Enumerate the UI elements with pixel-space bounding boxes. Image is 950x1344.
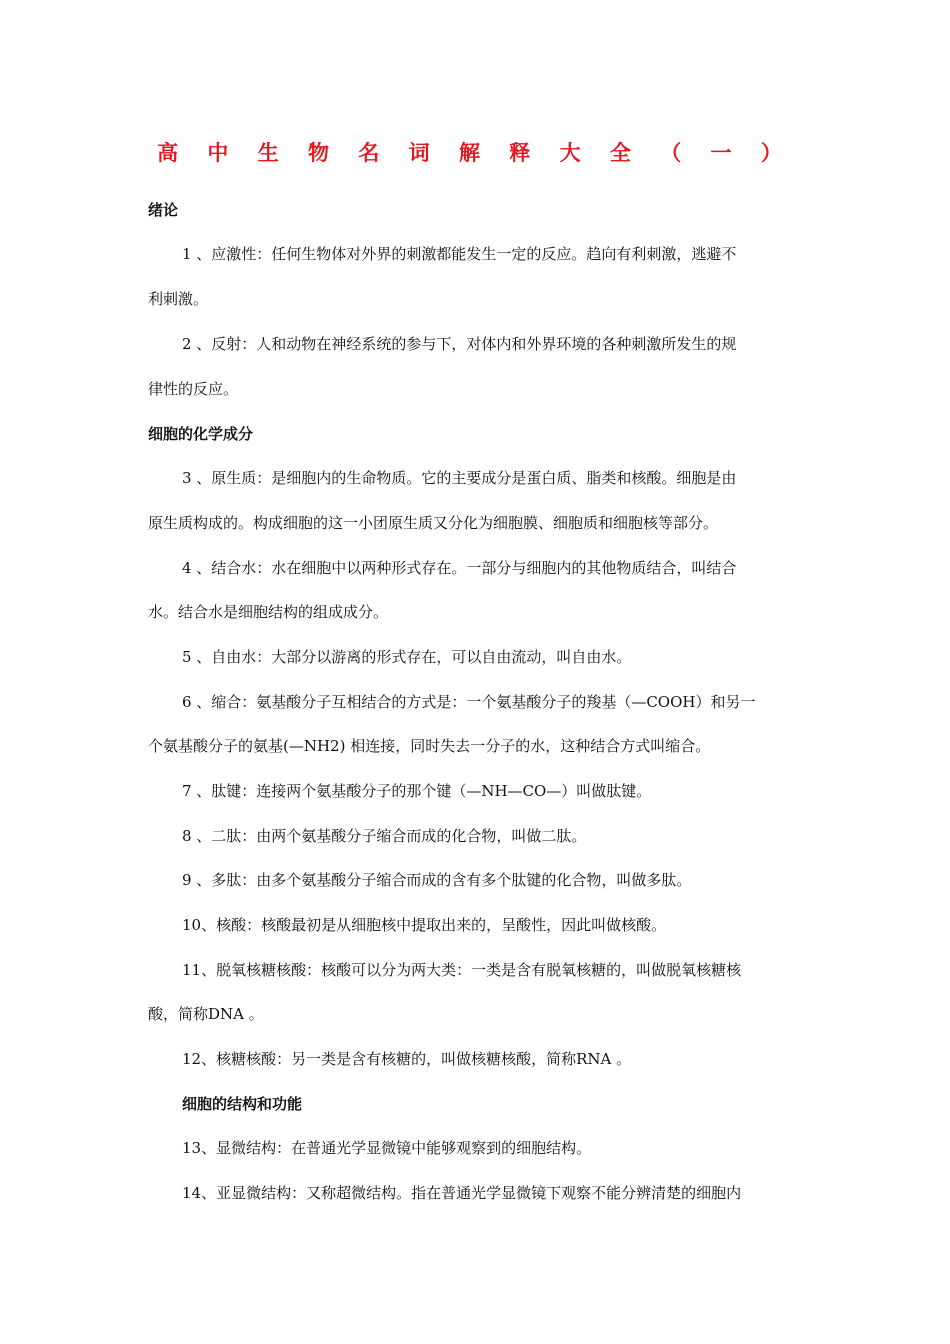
entry-line: 3 、原生质：是细胞内的生命物质。它的主要成分是蛋白质、脂类和核酸。细胞是由 (182, 469, 737, 487)
section-heading: 细胞的结构和功能 (182, 1095, 303, 1113)
entry-line: 6 、缩合：氨基酸分子互相结合的方式是：一个氨基酸分子的羧基（—COOH）和另一 (182, 693, 756, 711)
entry-line: 7 、肽键：连接两个氨基酸分子的那个键（—NH—CO—）叫做肽键。 (182, 782, 652, 800)
entry-line: 14、亚显微结构：又称超微结构。指在普通光学显微镜下观察不能分辨清楚的细胞内 (182, 1184, 742, 1202)
entry-line: 酸，简称DNA 。 (148, 1005, 264, 1023)
entry-line: 8 、二肽：由两个氨基酸分子缩合而成的化合物，叫做二肽。 (182, 827, 587, 845)
entry-line: 13、显微结构：在普通光学显微镜中能够观察到的细胞结构。 (182, 1139, 592, 1157)
entry-line: 9 、多肽：由多个氨基酸分子缩合而成的含有多个肽键的化合物，叫做多肽。 (182, 871, 692, 889)
section-heading: 细胞的化学成分 (148, 425, 254, 443)
section-heading: 绪论 (148, 201, 179, 219)
entry-line: 2 、反射：人和动物在神经系统的参与下，对体内和外界环境的各种刺激所发生的规 (182, 335, 737, 353)
entry-line: 原生质构成的。构成细胞的这一小团原生质又分化为细胞膜、细胞质和细胞核等部分。 (148, 514, 719, 532)
entry-line: 利刺激。 (148, 290, 209, 308)
entry-line: 个氨基酸分子的氨基(—NH2) 相连接，同时失去一分子的水，这种结合方式叫缩合。 (148, 737, 711, 755)
entry-line: 5 、自由水：大部分以游离的形式存在，可以自由流动，叫自由水。 (182, 648, 632, 666)
entry-line: 律性的反应。 (148, 380, 239, 398)
entry-line: 11、脱氧核糖核酸：核酸可以分为两大类：一类是含有脱氧核糖的，叫做脱氧核糖核 (182, 961, 742, 979)
entry-line: 12、核糖核酸：另一类是含有核糖的，叫做核糖核酸，简称RNA 。 (182, 1050, 632, 1068)
entry-line: 1 、应激性：任何生物体对外界的刺激都能发生一定的反应。趋向有利刺激，逃避不 (182, 245, 737, 263)
entry-line: 4 、结合水：水在细胞中以两种形式存在。一部分与细胞内的其他物质结合，叫结合 (182, 559, 737, 577)
document-title: 高 中 生 物 名 词 解 释 大 全 （ 一 ） (157, 141, 793, 165)
entry-line: 水。结合水是细胞结构的组成成分。 (148, 603, 389, 621)
entry-line: 10、核酸：核酸最初是从细胞核中提取出来的，呈酸性，因此叫做核酸。 (182, 916, 667, 934)
